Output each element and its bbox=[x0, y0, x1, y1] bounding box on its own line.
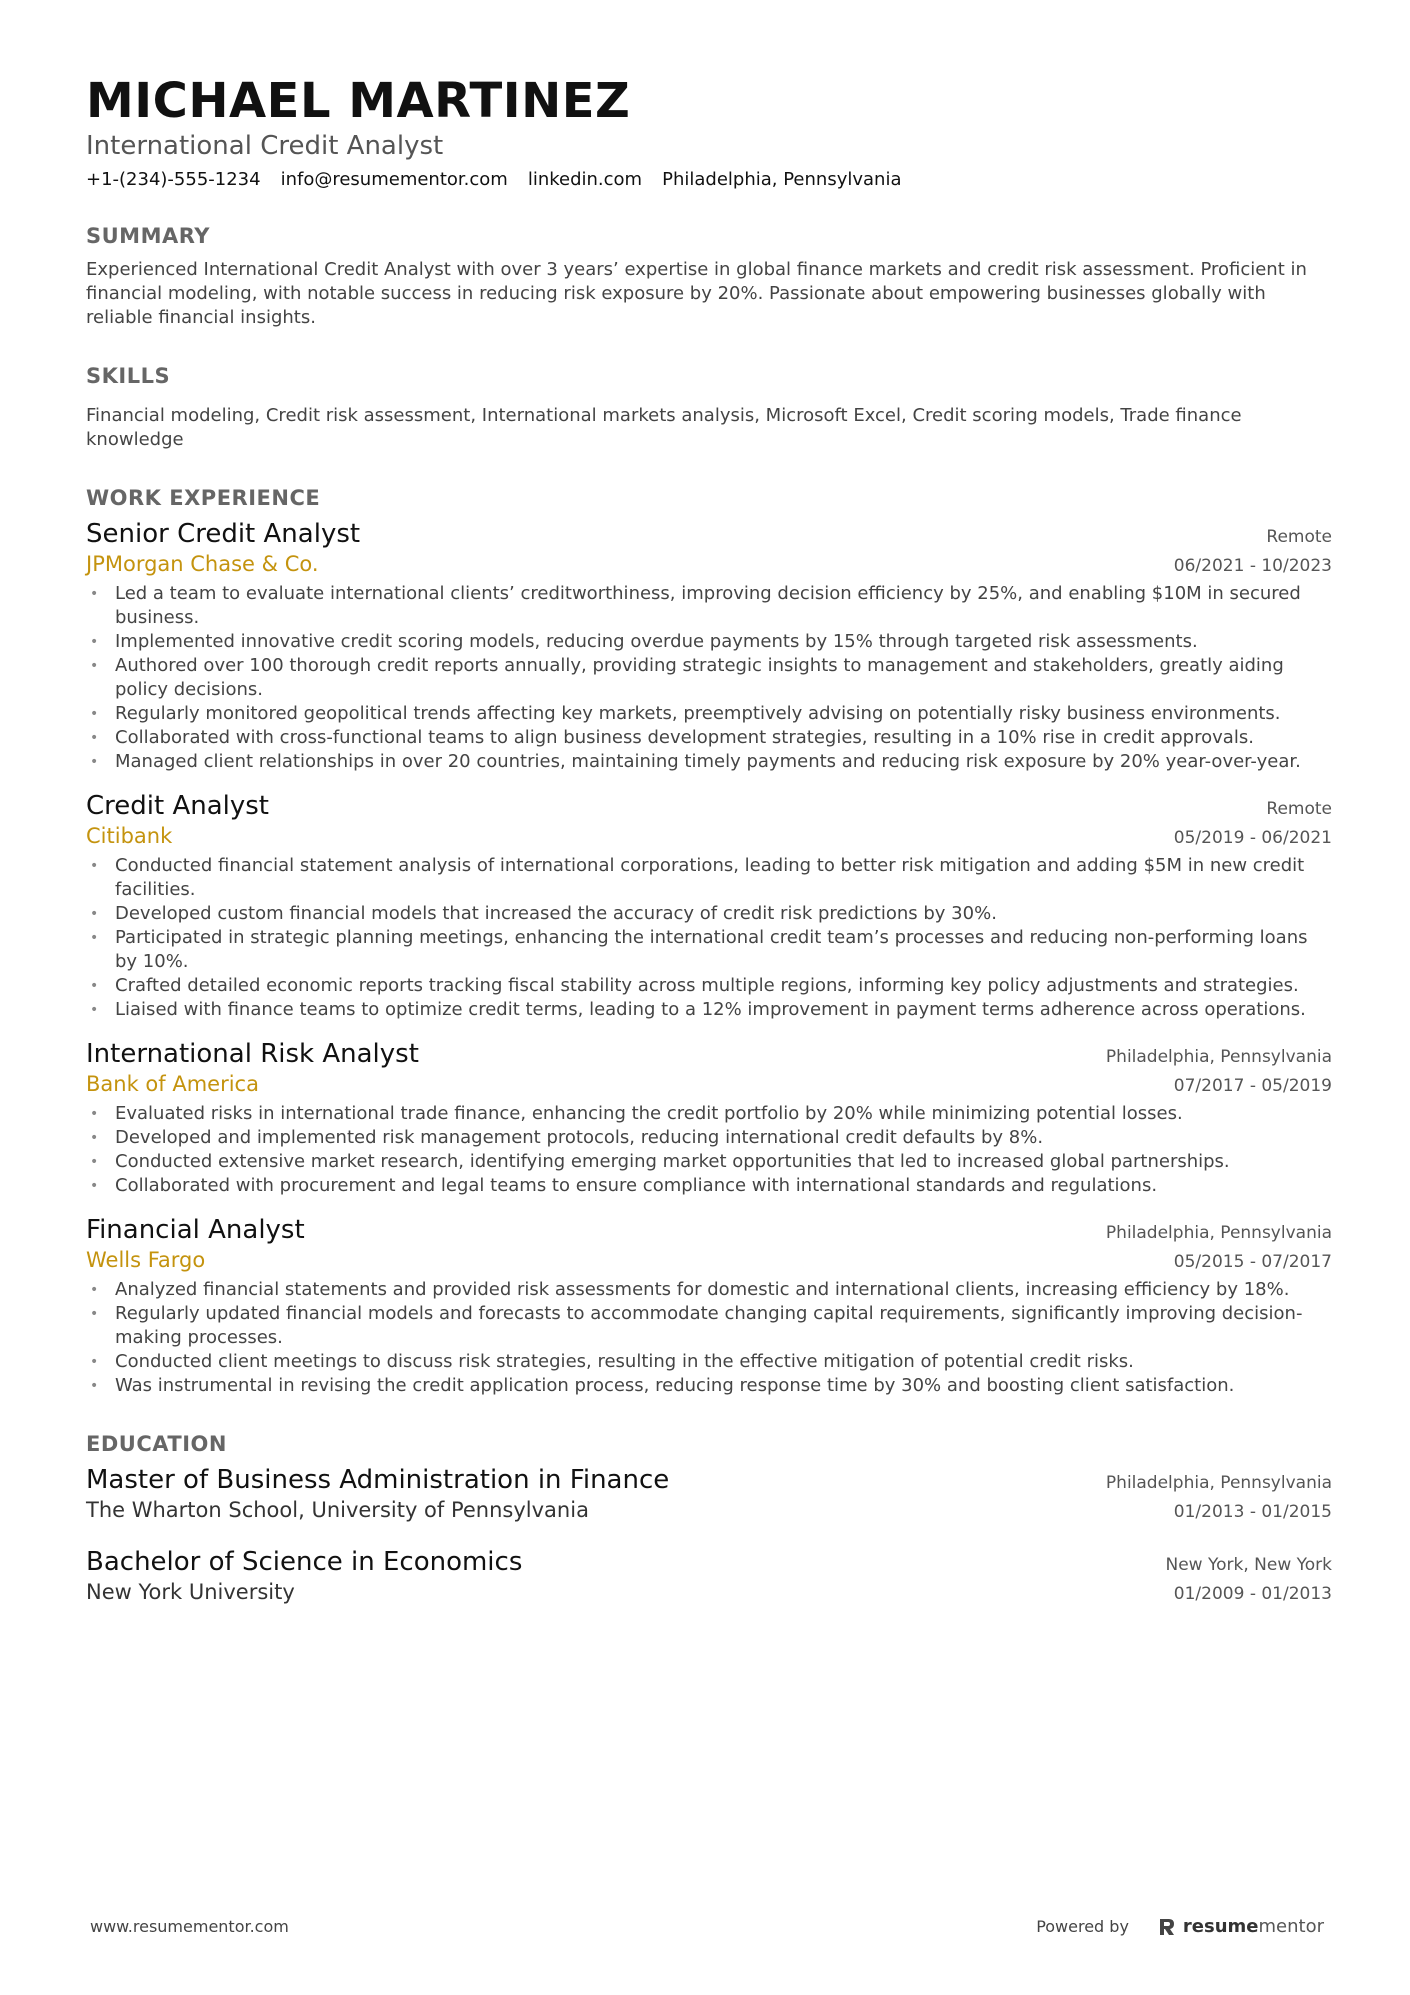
contact-phone: +1-(234)-555-1234 bbox=[86, 169, 261, 190]
list-item: • Conducted extensive market research, identifying emerging market opportunities that led to increased global partnerships. bbox=[90, 1151, 1230, 1172]
resumementor-logo-icon bbox=[1157, 1917, 1177, 1937]
list-item: • Developed and implemented risk management protocols, reducing international credit defaults by 8%. bbox=[90, 1127, 1044, 1148]
education-dates: 01/2009 - 01/2013 bbox=[1173, 1584, 1332, 1604]
list-item: • Collaborated with cross-functional teams to align business development strategies, resulting in a 10% rise in credit approvals. bbox=[90, 727, 1254, 748]
job-bullets bbox=[86, 582, 1332, 774]
job-dates: 05/2015 - 07/2017 bbox=[1173, 1252, 1332, 1272]
list-item: • Developed custom financial models that increased the accuracy of credit risk predictions by 30%. bbox=[90, 903, 997, 924]
job-location: Remote bbox=[1266, 799, 1332, 819]
section-title: EDUCATION bbox=[86, 1432, 227, 1456]
list-item: • Crafted detailed economic reports tracking fiscal stability across multiple regions, informing key policy adjustments and strategies. bbox=[90, 975, 1299, 996]
list-item: • Collaborated with procurement and legal teams to ensure compliance with international standards and regulations. bbox=[90, 1175, 1158, 1196]
job-dates: 05/2019 - 06/2021 bbox=[1173, 828, 1332, 848]
job-title: International Risk Analyst bbox=[86, 1039, 419, 1069]
list-item: • Led a team to evaluate international clients’ creditworthiness, improving decision efficiency by 25%, and enabling $10M in secured business. bbox=[90, 583, 1301, 628]
list-item: • Participated in strategic planning meetings, enhancing the international credit team’s processes and reducing non-performing loans by 10%. bbox=[90, 927, 1308, 972]
job-title: Credit Analyst bbox=[86, 791, 270, 821]
job-location: Remote bbox=[1266, 527, 1332, 547]
contact-line bbox=[86, 168, 1332, 192]
list-item: • Liaised with finance teams to optimize credit terms, leading to a 12% improvement in payment terms adherence across operations. bbox=[90, 999, 1306, 1020]
school-name: The Wharton School, University of Pennsylvania bbox=[86, 1498, 589, 1522]
school-name: New York University bbox=[86, 1580, 295, 1604]
job-location: Philadelphia, Pennsylvania bbox=[1105, 1223, 1332, 1243]
education-entry bbox=[86, 1464, 1332, 1524]
job-entry bbox=[86, 1214, 1332, 1398]
page-footer bbox=[90, 1916, 1324, 1937]
section-title: SUMMARY bbox=[86, 224, 210, 248]
job-bullets bbox=[86, 1102, 1332, 1198]
job-company: Citibank bbox=[86, 824, 173, 848]
job-location: Philadelphia, Pennsylvania bbox=[1105, 1047, 1332, 1067]
education-location: Philadelphia, Pennsylvania bbox=[1105, 1473, 1332, 1493]
list-item: • Implemented innovative credit scoring models, reducing overdue payments by 15% through targeted risk assessments. bbox=[90, 631, 1198, 652]
education-section bbox=[86, 1430, 1332, 1606]
education-dates: 01/2013 - 01/2015 bbox=[1173, 1502, 1332, 1522]
skills-text: Financial modeling, Credit risk assessment, International markets analysis, Microsoft Excel, Credit scoring models, Trade finance knowledge bbox=[86, 405, 1242, 450]
resume-page bbox=[86, 72, 1332, 1606]
list-item: • Regularly updated financial models and forecasts to accommodate changing capital requirements, significantly improving decision-making processes. bbox=[90, 1303, 1303, 1348]
education-location: New York, New York bbox=[1165, 1555, 1332, 1575]
list-item: • Evaluated risks in international trade finance, enhancing the credit portfolio by 20% while minimizing potential losses. bbox=[90, 1103, 1183, 1124]
list-item: • Was instrumental in revising the credit application process, reducing response time by 30% and boosting client satisfaction. bbox=[90, 1375, 1235, 1396]
section-title: WORK EXPERIENCE bbox=[86, 486, 321, 510]
degree-title: Master of Business Administration in Finance bbox=[86, 1465, 670, 1495]
footer-website-link[interactable]: www.resumementor.com bbox=[90, 1917, 289, 1936]
education-entry bbox=[86, 1546, 1332, 1606]
contact-location: Philadelphia, Pennsylvania bbox=[662, 169, 902, 190]
candidate-role: International Credit Analyst bbox=[86, 131, 444, 161]
job-entry bbox=[86, 790, 1332, 1022]
job-company: JPMorgan Chase & Co. bbox=[86, 552, 319, 576]
experience-section bbox=[86, 484, 1332, 1398]
job-company: Wells Fargo bbox=[86, 1248, 206, 1272]
summary-section bbox=[86, 222, 1332, 330]
summary-text: Experienced International Credit Analyst with over 3 years’ expertise in global finance markets and credit risk assessment. Proficient in financial modeling, with notable success in reducing risk exposure by 20%. Passionate about empowering businesses globally with reliable financial insights. bbox=[86, 259, 1307, 328]
job-company: Bank of America bbox=[86, 1072, 259, 1096]
list-item: • Analyzed financial statements and provided risk assessments for domestic and international clients, increasing efficiency by 18%. bbox=[90, 1279, 1290, 1300]
job-entry bbox=[86, 1038, 1332, 1198]
list-item: • Authored over 100 thorough credit reports annually, providing strategic insights to management and stakeholders, greatly aiding policy decisions. bbox=[90, 655, 1284, 700]
powered-by bbox=[1036, 1916, 1324, 1937]
degree-title: Bachelor of Science in Economics bbox=[86, 1547, 523, 1577]
job-bullets bbox=[86, 1278, 1332, 1398]
brand-logo[interactable] bbox=[1157, 1916, 1324, 1937]
contact-linkedin: linkedin.com bbox=[527, 169, 643, 190]
section-title: SKILLS bbox=[86, 364, 171, 388]
powered-by-label: Powered by bbox=[1036, 1917, 1129, 1936]
job-dates: 07/2017 - 05/2019 bbox=[1173, 1076, 1332, 1096]
job-title: Financial Analyst bbox=[86, 1215, 305, 1245]
list-item: • Managed client relationships in over 20 countries, maintaining timely payments and reducing risk exposure by 20% year-over-year. bbox=[90, 751, 1301, 772]
list-item: • Conducted financial statement analysis of international corporations, leading to better risk mitigation and adding $5M in new credit facilities. bbox=[90, 855, 1305, 900]
brand-bold: resume bbox=[1182, 1916, 1259, 1937]
job-title: Senior Credit Analyst bbox=[86, 519, 361, 549]
job-bullets bbox=[86, 854, 1332, 1022]
list-item: • Conducted client meetings to discuss risk strategies, resulting in the effective mitigation of potential credit risks. bbox=[90, 1351, 1134, 1372]
contact-email: info@resumementor.com bbox=[280, 169, 508, 190]
job-dates: 06/2021 - 10/2023 bbox=[1173, 556, 1332, 576]
job-entry bbox=[86, 518, 1332, 774]
brand-light: mentor bbox=[1258, 1916, 1324, 1937]
skills-section bbox=[86, 362, 1332, 452]
candidate-name: MICHAEL MARTINEZ bbox=[86, 73, 631, 129]
list-item: • Regularly monitored geopolitical trends affecting key markets, preemptively advising on potentially risky business environments. bbox=[90, 703, 1281, 724]
